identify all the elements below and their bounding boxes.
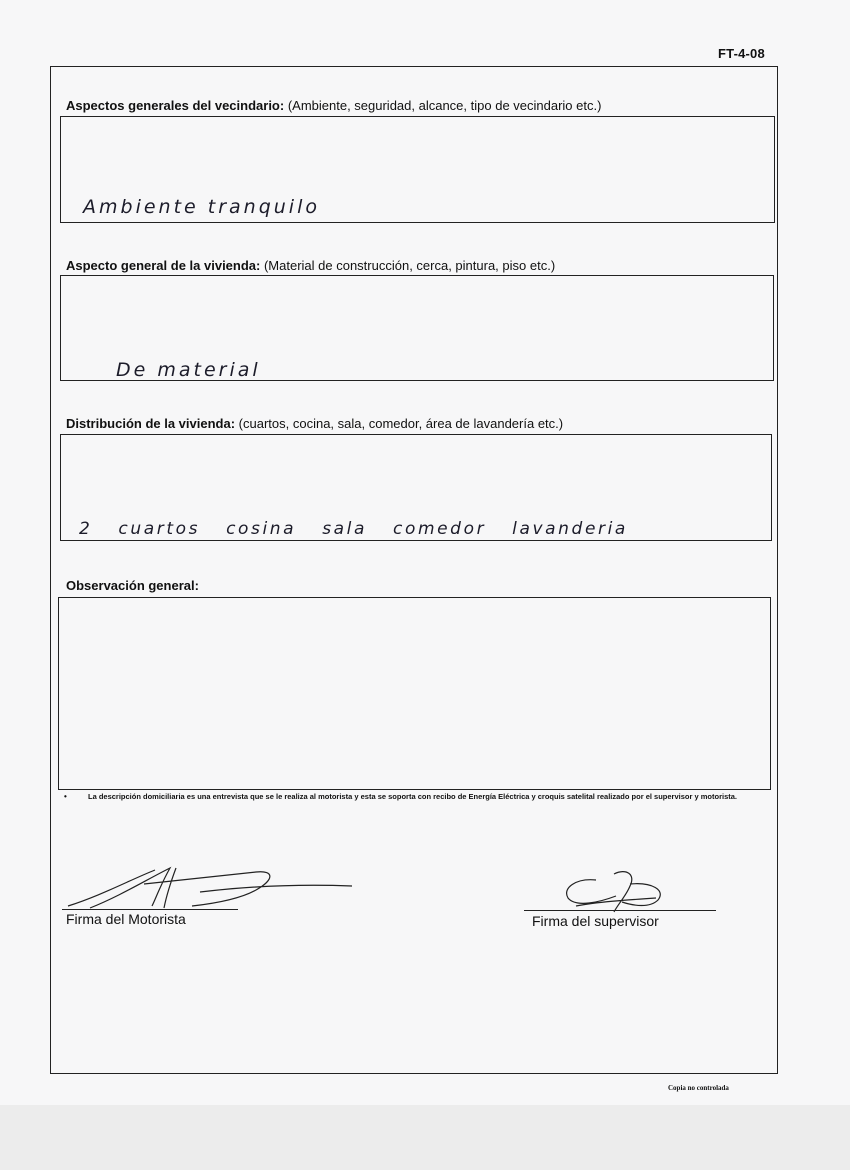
neighborhood-box	[60, 116, 775, 223]
footnote-text: La descripción domiciliaria es una entrevista que se le realiza al motorista y esta se soporta con recibo de Energía Eléctrica y croquis satelital realizado por el supervisor y motorista.	[88, 792, 737, 801]
driver-signature-label: Firma del Motorista	[66, 911, 186, 927]
observation-box	[58, 597, 771, 790]
section-label-house-aspect	[66, 258, 555, 273]
handwritten-answer: 2 cuartos cosina sala comedor lavanderia	[79, 519, 628, 539]
supervisor-signature-label: Firma del supervisor	[532, 913, 659, 929]
section-title: Aspecto general de la vivienda:	[66, 258, 261, 273]
section-hint: (cuartos, cocina, sala, comedor, área de lavandería etc.)	[235, 416, 564, 431]
driver-signature-line	[62, 909, 238, 910]
footnote-bullet: •	[64, 792, 67, 801]
section-hint: (Ambiente, seguridad, alcance, tipo de vecindario etc.)	[284, 98, 602, 113]
section-label-observation	[66, 578, 199, 593]
copy-note: Copia no controlada	[668, 1084, 729, 1092]
form-code: FT-4-08	[718, 46, 765, 61]
handwritten-answer: De material	[116, 359, 261, 381]
scan-margin	[0, 1105, 850, 1170]
handwritten-answer: Ambiente tranquilo	[83, 196, 320, 218]
house-aspect-box	[60, 275, 774, 381]
supervisor-signature-line	[524, 910, 716, 911]
section-title: Observación general:	[66, 578, 199, 593]
house-layout-box	[60, 434, 772, 541]
section-hint: (Material de construcción, cerca, pintura, piso etc.)	[260, 258, 556, 273]
section-title: Aspectos generales del vecindario:	[66, 98, 285, 113]
driver-signature-scribble	[60, 862, 360, 912]
section-label-neighborhood	[66, 98, 601, 113]
section-title: Distribución de la vivienda:	[66, 416, 236, 431]
section-label-house-layout	[66, 416, 563, 431]
supervisor-signature-scribble	[556, 866, 716, 920]
